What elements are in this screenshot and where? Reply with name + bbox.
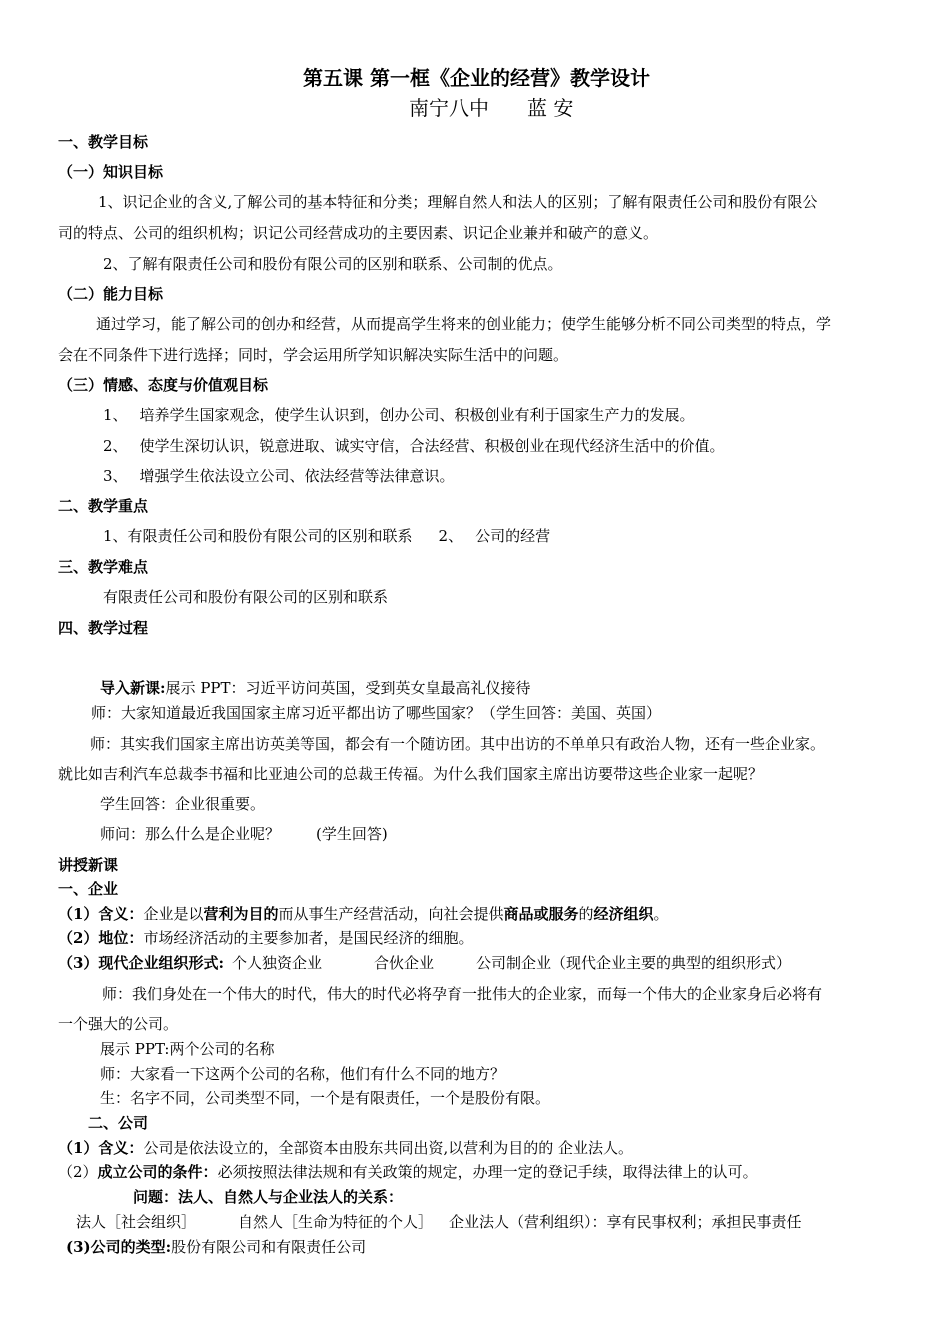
definition-line [58, 953, 791, 973]
subsection-heading: （三）情感、态度与价值观目标 [58, 376, 269, 394]
section-heading: 二、教学重点 [58, 497, 149, 515]
definition-label: （3）现代企业组织形式: [58, 954, 224, 972]
paragraph-line [103, 526, 550, 546]
section-heading: 讲授新课 [58, 856, 119, 874]
relation-line [76, 1212, 802, 1232]
list-item [103, 405, 695, 425]
list-item [103, 436, 725, 456]
list-number: 2、 [103, 437, 128, 455]
list-number: （2） [58, 1163, 98, 1181]
keyword: 经济组织 [593, 905, 654, 923]
form-item: 个人独资企业 [231, 954, 322, 972]
definition-text: 必须按照法律法规和有关政策的规定，办理一定的登记手续，取得法律上的认可。 [217, 1163, 758, 1181]
paragraph-line: 师：大家看一下这两个公司的名称，他们有什么不同的地方？ [100, 1065, 506, 1083]
form-item: 公司制企业（现代企业主要的典型的组织形式） [476, 954, 792, 972]
definition-line [58, 904, 669, 924]
teacher-question: 师问：那么什么是企业呢？ [100, 825, 281, 843]
paragraph-line: 生：名字不同，公司类型不同，一个是有限责任，一个是股份有限。 [100, 1089, 551, 1107]
definition-line [58, 1162, 758, 1182]
document-title: 第五课 第一框《企业的经营》教学设计 [303, 66, 650, 90]
list-text: 增强学生依法设立公司、依法经营等法律意识。 [139, 467, 455, 485]
definition-label: 成立公司的条件： [97, 1163, 218, 1181]
definition-text: 的 [578, 905, 594, 923]
author-school: 南宁八中 [409, 96, 489, 120]
paragraph-line: 有限责任公司和股份有限公司的区别和联系 [103, 588, 389, 606]
paragraph-line: 司的特点、公司的组织机构；识记公司经营成功的主要因素、识记企业兼并和破产的意义。 [58, 224, 659, 242]
author-line [409, 98, 573, 118]
form-item: 合伙企业 [374, 954, 435, 972]
subsection-heading: （一）知识目标 [58, 163, 164, 181]
subsection-heading: （二）能力目标 [58, 285, 164, 303]
definition-label: （1）含义： [58, 905, 144, 923]
definition-line [58, 928, 473, 948]
list-text: 培养学生国家观念，使学生认识到，创办公司、积极创业有利于国家生产力的发展。 [139, 406, 695, 424]
paragraph-line: 师：我们身处在一个伟大的时代，伟大的时代必将孕育一批伟大的企业家，而每一个伟大的企业家身后必将有 [102, 985, 823, 1003]
paragraph-line: 通过学习，能了解公司的创办和经营，从而提高学生将来的创业能力；使学生能够分析不同公司类型的特点，学 [96, 315, 832, 333]
definition-text: 企业是以 [143, 905, 204, 923]
paragraph-line: 师：大家知道最近我国国家主席习近平都出访了哪些国家？（学生回答：美国、英国） [91, 704, 662, 722]
definition-text: 市场经济活动的主要参加者，是国民经济的细胞。 [143, 929, 474, 947]
definition-text: 公司是依法设立的，全部资本由股东共同出资,以营利为目的的 企业法人。 [143, 1139, 633, 1157]
paragraph-line: 一个强大的公司。 [58, 1015, 179, 1033]
section-heading: 四、教学过程 [58, 619, 149, 637]
paragraph-line: 就比如吉利汽车总裁李书福和比亚迪公司的总裁王传福。为什么我们国家主席出访要带这些企业家一起呢？ [58, 765, 764, 783]
paragraph-line [100, 678, 531, 698]
definition-text: 股份有限公司和有限责任公司 [171, 1238, 367, 1256]
section-heading: 一、企业 [58, 880, 119, 898]
list-number: 3、 [103, 467, 128, 485]
keyword: 营利为目的 [203, 905, 279, 923]
definition-line [58, 1138, 633, 1158]
definition-text: 而从事生产经营活动，向社会提供 [278, 905, 504, 923]
student-answer-note: (学生回答) [316, 825, 388, 843]
paragraph-line: 学生回答：企业很重要。 [100, 795, 266, 813]
list-number: 1、 [103, 406, 128, 424]
paragraph-line: 1、识记企业的含义,了解公司的基本特征和分类；理解自然人和法人的区别；了解有限责任公司和股份有限公 [98, 193, 818, 211]
paragraph-line: 师：其实我们国家主席出访英美等国，都会有一个随访团。其中出访的不单单只有政治人物，还有一些企业家。 [90, 735, 826, 753]
section-heading: 三、教学难点 [58, 558, 149, 576]
definition-label: （1）含义： [58, 1139, 144, 1157]
author-name: 蓝 安 [527, 96, 574, 120]
paragraph-line: 会在不同条件下进行选择；同时，学会运用所学知识解决实际生活中的问题。 [58, 346, 569, 364]
paragraph-line: 2、了解有限责任公司和股份有限公司的区别和联系、公司制的优点。 [103, 255, 563, 273]
relation-item: 自然人［生命为特征的个人］ [238, 1213, 434, 1231]
section-heading: 一、教学目标 [58, 133, 149, 151]
paragraph-line [100, 824, 388, 844]
definition-label: （2）地位： [58, 929, 144, 947]
focus-item: 1、有限责任公司和股份有限公司的区别和联系 [103, 527, 413, 545]
focus-item: 公司的经营 [475, 527, 551, 545]
relation-item: 法人［社会组织］ [76, 1213, 197, 1231]
keyword: 商品或服务 [503, 905, 579, 923]
relation-item: 企业法人（营利组织）：享有民事权利；承担民事责任 [449, 1213, 802, 1231]
definition-label: (3)公司的类型: [66, 1238, 172, 1256]
intro-label: 导入新课: [100, 679, 166, 697]
definition-text: 。 [653, 905, 669, 923]
list-text: 使学生深切认识，锐意进取、诚实守信，合法经营、积极创业在现代经济生活中的价值。 [139, 437, 725, 455]
paragraph-line: 展示 PPT:两个公司的名称 [100, 1040, 275, 1058]
list-number: 2、 [438, 527, 464, 545]
question-line: 问题：法人、自然人与企业法人的关系： [133, 1188, 404, 1206]
intro-text: 展示 PPT：习近平访问英国，受到英女皇最高礼仪接待 [165, 679, 531, 697]
list-item [103, 466, 455, 486]
definition-line [66, 1237, 366, 1257]
section-heading: 二、公司 [88, 1114, 149, 1132]
